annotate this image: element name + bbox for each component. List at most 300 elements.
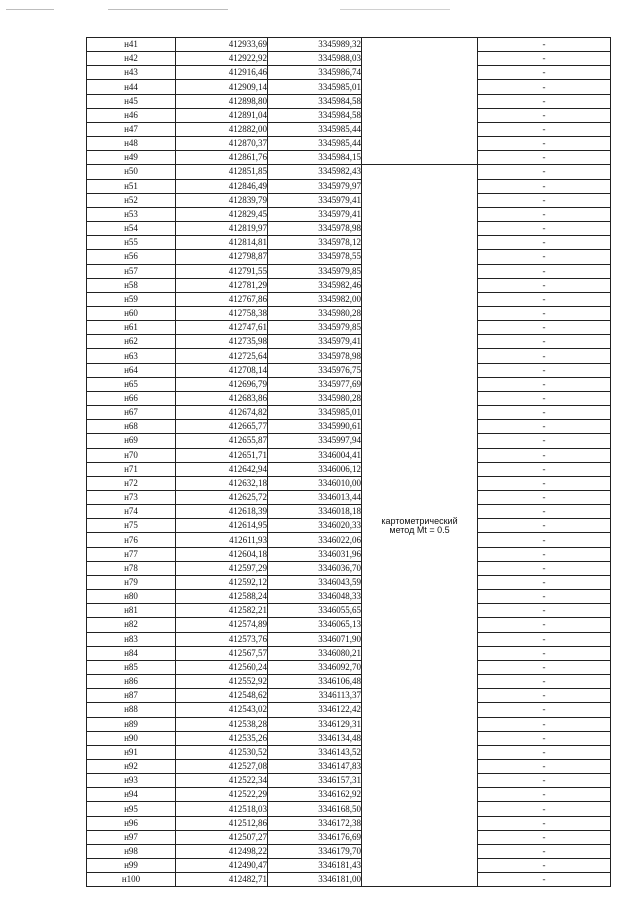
error-value-cell: -: [478, 66, 611, 80]
y-coordinate-cell: 3346134,48: [268, 731, 362, 745]
error-value-cell: -: [478, 788, 611, 802]
y-coordinate-cell: 3346004,41: [268, 448, 362, 462]
error-value-cell: -: [478, 292, 611, 306]
y-coordinate-cell: 3345979,41: [268, 207, 362, 221]
table-row: [87, 476, 611, 490]
y-coordinate-cell: 3346129,31: [268, 717, 362, 731]
y-coordinate-cell: 3345979,85: [268, 264, 362, 278]
table-row: [87, 391, 611, 405]
table-row: [87, 844, 611, 858]
point-name-cell: н66: [87, 391, 176, 405]
x-coordinate-cell: 412846,49: [176, 179, 268, 193]
table-row: [87, 321, 611, 335]
point-name-cell: н74: [87, 505, 176, 519]
x-coordinate-cell: 412922,92: [176, 52, 268, 66]
table-row: [87, 703, 611, 717]
x-coordinate-cell: 412632,18: [176, 476, 268, 490]
x-coordinate-cell: 412814,81: [176, 236, 268, 250]
error-value-cell: -: [478, 165, 611, 179]
y-coordinate-cell: 3346043,59: [268, 575, 362, 589]
y-coordinate-cell: 3346181,43: [268, 859, 362, 873]
y-coordinate-cell: 3345984,15: [268, 151, 362, 165]
y-coordinate-cell: 3345990,61: [268, 420, 362, 434]
y-coordinate-cell: 3346013,44: [268, 491, 362, 505]
y-coordinate-cell: 3345976,75: [268, 363, 362, 377]
error-value-cell: -: [478, 264, 611, 278]
y-coordinate-cell: 3346122,42: [268, 703, 362, 717]
x-coordinate-cell: 412548,62: [176, 689, 268, 703]
y-coordinate-cell: 3345982,00: [268, 292, 362, 306]
table-row: [87, 38, 611, 52]
error-value-cell: -: [478, 802, 611, 816]
table-row: [87, 533, 611, 547]
table-row: [87, 179, 611, 193]
scan-artifact-line: [6, 9, 54, 10]
point-name-cell: н61: [87, 321, 176, 335]
y-coordinate-cell: 3346055,65: [268, 604, 362, 618]
table-row: [87, 646, 611, 660]
error-value-cell: -: [478, 646, 611, 660]
error-value-cell: -: [478, 250, 611, 264]
error-value-cell: -: [478, 816, 611, 830]
error-value-cell: -: [478, 462, 611, 476]
table-row: [87, 731, 611, 745]
table-row: [87, 94, 611, 108]
x-coordinate-cell: 412870,37: [176, 137, 268, 151]
y-coordinate-cell: 3345977,69: [268, 377, 362, 391]
y-coordinate-cell: 3346157,31: [268, 774, 362, 788]
point-name-cell: н48: [87, 137, 176, 151]
error-value-cell: -: [478, 420, 611, 434]
point-name-cell: н80: [87, 590, 176, 604]
point-name-cell: н88: [87, 703, 176, 717]
error-value-cell: -: [478, 491, 611, 505]
point-name-cell: н82: [87, 618, 176, 632]
error-value-cell: -: [478, 363, 611, 377]
point-name-cell: н67: [87, 406, 176, 420]
point-name-cell: н69: [87, 434, 176, 448]
x-coordinate-cell: 412882,00: [176, 122, 268, 136]
point-name-cell: н99: [87, 859, 176, 873]
y-coordinate-cell: 3346080,21: [268, 646, 362, 660]
x-coordinate-cell: 412573,76: [176, 632, 268, 646]
error-value-cell: -: [478, 476, 611, 490]
point-name-cell: н97: [87, 830, 176, 844]
point-name-cell: н52: [87, 193, 176, 207]
error-value-cell: -: [478, 406, 611, 420]
table-row: [87, 222, 611, 236]
error-value-cell: -: [478, 207, 611, 221]
method-accuracy: метод Mt = 0.5: [389, 524, 450, 535]
coordinates-table-body: [87, 38, 611, 887]
y-coordinate-cell: 3346143,52: [268, 745, 362, 759]
x-coordinate-cell: 412798,87: [176, 250, 268, 264]
x-coordinate-cell: 412592,12: [176, 575, 268, 589]
error-value-cell: -: [478, 561, 611, 575]
y-coordinate-cell: 3345978,55: [268, 250, 362, 264]
table-row: [87, 434, 611, 448]
table-row: [87, 52, 611, 66]
point-name-cell: н94: [87, 788, 176, 802]
table-row: [87, 165, 611, 179]
x-coordinate-cell: 412507,27: [176, 830, 268, 844]
x-coordinate-cell: 412725,64: [176, 349, 268, 363]
point-name-cell: н77: [87, 547, 176, 561]
scan-artifact-line: [108, 9, 228, 10]
y-coordinate-cell: 3345980,28: [268, 391, 362, 405]
point-name-cell: н90: [87, 731, 176, 745]
y-coordinate-cell: 3345978,98: [268, 222, 362, 236]
error-value-cell: -: [478, 391, 611, 405]
point-name-cell: н58: [87, 278, 176, 292]
x-coordinate-cell: 412512,86: [176, 816, 268, 830]
point-name-cell: н59: [87, 292, 176, 306]
error-value-cell: -: [478, 717, 611, 731]
x-coordinate-cell: 412758,38: [176, 306, 268, 320]
x-coordinate-cell: 412518,03: [176, 802, 268, 816]
y-coordinate-cell: 3345988,03: [268, 52, 362, 66]
table-row: [87, 306, 611, 320]
y-coordinate-cell: 3345980,28: [268, 306, 362, 320]
table-row: [87, 618, 611, 632]
x-coordinate-cell: 412829,45: [176, 207, 268, 221]
y-coordinate-cell: 3346048,33: [268, 590, 362, 604]
x-coordinate-cell: 412683,86: [176, 391, 268, 405]
x-coordinate-cell: 412708,14: [176, 363, 268, 377]
table-row: [87, 363, 611, 377]
point-name-cell: н78: [87, 561, 176, 575]
error-value-cell: -: [478, 52, 611, 66]
x-coordinate-cell: 412909,14: [176, 80, 268, 94]
y-coordinate-cell: 3346162,92: [268, 788, 362, 802]
x-coordinate-cell: 412851,85: [176, 165, 268, 179]
table-row: [87, 873, 611, 887]
y-coordinate-cell: 3345985,44: [268, 122, 362, 136]
method-cell: [362, 165, 478, 887]
table-row: [87, 774, 611, 788]
point-name-cell: н95: [87, 802, 176, 816]
table-row: [87, 575, 611, 589]
point-name-cell: н85: [87, 660, 176, 674]
table-row: [87, 278, 611, 292]
error-value-cell: -: [478, 759, 611, 773]
error-value-cell: -: [478, 505, 611, 519]
table-row: [87, 859, 611, 873]
x-coordinate-cell: 412861,76: [176, 151, 268, 165]
point-name-cell: н83: [87, 632, 176, 646]
error-value-cell: -: [478, 533, 611, 547]
error-value-cell: -: [478, 830, 611, 844]
error-value-cell: -: [478, 774, 611, 788]
y-coordinate-cell: 3346147,83: [268, 759, 362, 773]
point-name-cell: н63: [87, 349, 176, 363]
x-coordinate-cell: 412490,47: [176, 859, 268, 873]
x-coordinate-cell: 412543,02: [176, 703, 268, 717]
x-coordinate-cell: 412674,82: [176, 406, 268, 420]
y-coordinate-cell: 3345979,41: [268, 335, 362, 349]
point-name-cell: н92: [87, 759, 176, 773]
error-value-cell: -: [478, 859, 611, 873]
x-coordinate-cell: 412819,97: [176, 222, 268, 236]
table-row: [87, 802, 611, 816]
point-name-cell: н65: [87, 377, 176, 391]
table-row: [87, 250, 611, 264]
error-value-cell: -: [478, 151, 611, 165]
x-coordinate-cell: 412655,87: [176, 434, 268, 448]
x-coordinate-cell: 412567,57: [176, 646, 268, 660]
point-name-cell: н43: [87, 66, 176, 80]
point-name-cell: н96: [87, 816, 176, 830]
y-coordinate-cell: 3346020,33: [268, 519, 362, 533]
y-coordinate-cell: 3346071,90: [268, 632, 362, 646]
y-coordinate-cell: 3346006,12: [268, 462, 362, 476]
x-coordinate-cell: 412891,04: [176, 108, 268, 122]
table-row: [87, 193, 611, 207]
table-row: [87, 604, 611, 618]
table-row: [87, 236, 611, 250]
point-name-cell: н56: [87, 250, 176, 264]
error-value-cell: -: [478, 335, 611, 349]
x-coordinate-cell: 412839,79: [176, 193, 268, 207]
scan-artifact-line: [340, 9, 450, 10]
coordinates-table: [86, 37, 611, 887]
table-row: [87, 292, 611, 306]
x-coordinate-cell: 412574,89: [176, 618, 268, 632]
table-row: [87, 80, 611, 94]
x-coordinate-cell: 412522,34: [176, 774, 268, 788]
table-row: [87, 122, 611, 136]
error-value-cell: -: [478, 618, 611, 632]
error-value-cell: -: [478, 519, 611, 533]
x-coordinate-cell: 412611,93: [176, 533, 268, 547]
table-row: [87, 505, 611, 519]
y-coordinate-cell: 3345989,32: [268, 38, 362, 52]
point-name-cell: н49: [87, 151, 176, 165]
table-row: [87, 632, 611, 646]
x-coordinate-cell: 412781,29: [176, 278, 268, 292]
error-value-cell: -: [478, 575, 611, 589]
y-coordinate-cell: 3346106,48: [268, 675, 362, 689]
table-row: [87, 561, 611, 575]
table-row: [87, 717, 611, 731]
x-coordinate-cell: 412614,95: [176, 519, 268, 533]
point-name-cell: н72: [87, 476, 176, 490]
x-coordinate-cell: 412522,29: [176, 788, 268, 802]
point-name-cell: н50: [87, 165, 176, 179]
x-coordinate-cell: 412767,86: [176, 292, 268, 306]
error-value-cell: -: [478, 632, 611, 646]
error-value-cell: -: [478, 675, 611, 689]
table-row: [87, 830, 611, 844]
x-coordinate-cell: 412560,24: [176, 660, 268, 674]
x-coordinate-cell: 412791,55: [176, 264, 268, 278]
point-name-cell: н68: [87, 420, 176, 434]
y-coordinate-cell: 3345985,01: [268, 80, 362, 94]
y-coordinate-cell: 3346031,96: [268, 547, 362, 561]
table-row: [87, 377, 611, 391]
table-row: [87, 151, 611, 165]
error-value-cell: -: [478, 236, 611, 250]
table-row: [87, 590, 611, 604]
y-coordinate-cell: 3345985,44: [268, 137, 362, 151]
x-coordinate-cell: 412916,46: [176, 66, 268, 80]
error-value-cell: -: [478, 349, 611, 363]
error-value-cell: -: [478, 179, 611, 193]
y-coordinate-cell: 3345979,97: [268, 179, 362, 193]
point-name-cell: н98: [87, 844, 176, 858]
method-name: картометрический: [381, 515, 458, 526]
point-name-cell: н89: [87, 717, 176, 731]
table-row: [87, 675, 611, 689]
table-row: [87, 66, 611, 80]
table-row: [87, 207, 611, 221]
table-row: [87, 137, 611, 151]
x-coordinate-cell: 412747,61: [176, 321, 268, 335]
x-coordinate-cell: 412552,92: [176, 675, 268, 689]
point-name-cell: н57: [87, 264, 176, 278]
x-coordinate-cell: 412625,72: [176, 491, 268, 505]
error-value-cell: -: [478, 873, 611, 887]
point-name-cell: н76: [87, 533, 176, 547]
point-name-cell: н51: [87, 179, 176, 193]
error-value-cell: -: [478, 377, 611, 391]
error-value-cell: -: [478, 434, 611, 448]
point-name-cell: н41: [87, 38, 176, 52]
error-value-cell: -: [478, 590, 611, 604]
error-value-cell: -: [478, 80, 611, 94]
x-coordinate-cell: 412527,08: [176, 759, 268, 773]
point-name-cell: н100: [87, 873, 176, 887]
point-name-cell: н81: [87, 604, 176, 618]
y-coordinate-cell: 3346168,50: [268, 802, 362, 816]
point-name-cell: н86: [87, 675, 176, 689]
table-row: [87, 108, 611, 122]
error-value-cell: -: [478, 731, 611, 745]
x-coordinate-cell: 412651,71: [176, 448, 268, 462]
y-coordinate-cell: 3346113,37: [268, 689, 362, 703]
error-value-cell: -: [478, 222, 611, 236]
point-name-cell: н55: [87, 236, 176, 250]
y-coordinate-cell: 3345978,98: [268, 349, 362, 363]
table-row: [87, 335, 611, 349]
table-row: [87, 660, 611, 674]
x-coordinate-cell: 412535,26: [176, 731, 268, 745]
error-value-cell: -: [478, 38, 611, 52]
x-coordinate-cell: 412604,18: [176, 547, 268, 561]
x-coordinate-cell: 412530,52: [176, 745, 268, 759]
y-coordinate-cell: 3346092,70: [268, 660, 362, 674]
y-coordinate-cell: 3346018,18: [268, 505, 362, 519]
y-coordinate-cell: 3346181,00: [268, 873, 362, 887]
y-coordinate-cell: 3345985,01: [268, 406, 362, 420]
point-name-cell: н75: [87, 519, 176, 533]
x-coordinate-cell: 412933,69: [176, 38, 268, 52]
x-coordinate-cell: 412597,29: [176, 561, 268, 575]
y-coordinate-cell: 3345982,46: [268, 278, 362, 292]
table-row: [87, 547, 611, 561]
point-name-cell: н60: [87, 306, 176, 320]
x-coordinate-cell: 412618,39: [176, 505, 268, 519]
x-coordinate-cell: 412588,24: [176, 590, 268, 604]
x-coordinate-cell: 412582,21: [176, 604, 268, 618]
y-coordinate-cell: 3345982,43: [268, 165, 362, 179]
error-value-cell: -: [478, 137, 611, 151]
point-name-cell: н45: [87, 94, 176, 108]
point-name-cell: н62: [87, 335, 176, 349]
point-name-cell: н64: [87, 363, 176, 377]
table-row: [87, 759, 611, 773]
error-value-cell: -: [478, 122, 611, 136]
table-row: [87, 689, 611, 703]
x-coordinate-cell: 412498,22: [176, 844, 268, 858]
table-row: [87, 448, 611, 462]
error-value-cell: -: [478, 193, 611, 207]
y-coordinate-cell: 3346010,00: [268, 476, 362, 490]
table-row: [87, 406, 611, 420]
y-coordinate-cell: 3346022,06: [268, 533, 362, 547]
error-value-cell: -: [478, 844, 611, 858]
table-row: [87, 816, 611, 830]
point-name-cell: н91: [87, 745, 176, 759]
point-name-cell: н70: [87, 448, 176, 462]
error-value-cell: -: [478, 547, 611, 561]
table-row: [87, 788, 611, 802]
y-coordinate-cell: 3346036,70: [268, 561, 362, 575]
y-coordinate-cell: 3346065,13: [268, 618, 362, 632]
y-coordinate-cell: 3345997,94: [268, 434, 362, 448]
error-value-cell: -: [478, 604, 611, 618]
point-name-cell: н53: [87, 207, 176, 221]
y-coordinate-cell: 3345978,12: [268, 236, 362, 250]
x-coordinate-cell: 412665,77: [176, 420, 268, 434]
table-row: [87, 349, 611, 363]
table-row: [87, 462, 611, 476]
point-name-cell: н42: [87, 52, 176, 66]
y-coordinate-cell: 3345979,41: [268, 193, 362, 207]
error-value-cell: -: [478, 703, 611, 717]
table-row: [87, 519, 611, 533]
y-coordinate-cell: 3345986,74: [268, 66, 362, 80]
x-coordinate-cell: 412538,28: [176, 717, 268, 731]
error-value-cell: -: [478, 306, 611, 320]
y-coordinate-cell: 3346172,38: [268, 816, 362, 830]
point-name-cell: н93: [87, 774, 176, 788]
table-row: [87, 745, 611, 759]
point-name-cell: н71: [87, 462, 176, 476]
x-coordinate-cell: 412642,94: [176, 462, 268, 476]
x-coordinate-cell: 412735,98: [176, 335, 268, 349]
point-name-cell: н47: [87, 122, 176, 136]
error-value-cell: -: [478, 278, 611, 292]
point-name-cell: н84: [87, 646, 176, 660]
error-value-cell: -: [478, 660, 611, 674]
point-name-cell: н79: [87, 575, 176, 589]
point-name-cell: н73: [87, 491, 176, 505]
table-row: [87, 491, 611, 505]
error-value-cell: -: [478, 448, 611, 462]
y-coordinate-cell: 3345984,58: [268, 94, 362, 108]
error-value-cell: -: [478, 108, 611, 122]
point-name-cell: н87: [87, 689, 176, 703]
y-coordinate-cell: 3345984,58: [268, 108, 362, 122]
x-coordinate-cell: 412696,79: [176, 377, 268, 391]
table-row: [87, 264, 611, 278]
method-cell-empty: [362, 38, 478, 165]
point-name-cell: н44: [87, 80, 176, 94]
error-value-cell: -: [478, 745, 611, 759]
y-coordinate-cell: 3346179,70: [268, 844, 362, 858]
x-coordinate-cell: 412898,80: [176, 94, 268, 108]
